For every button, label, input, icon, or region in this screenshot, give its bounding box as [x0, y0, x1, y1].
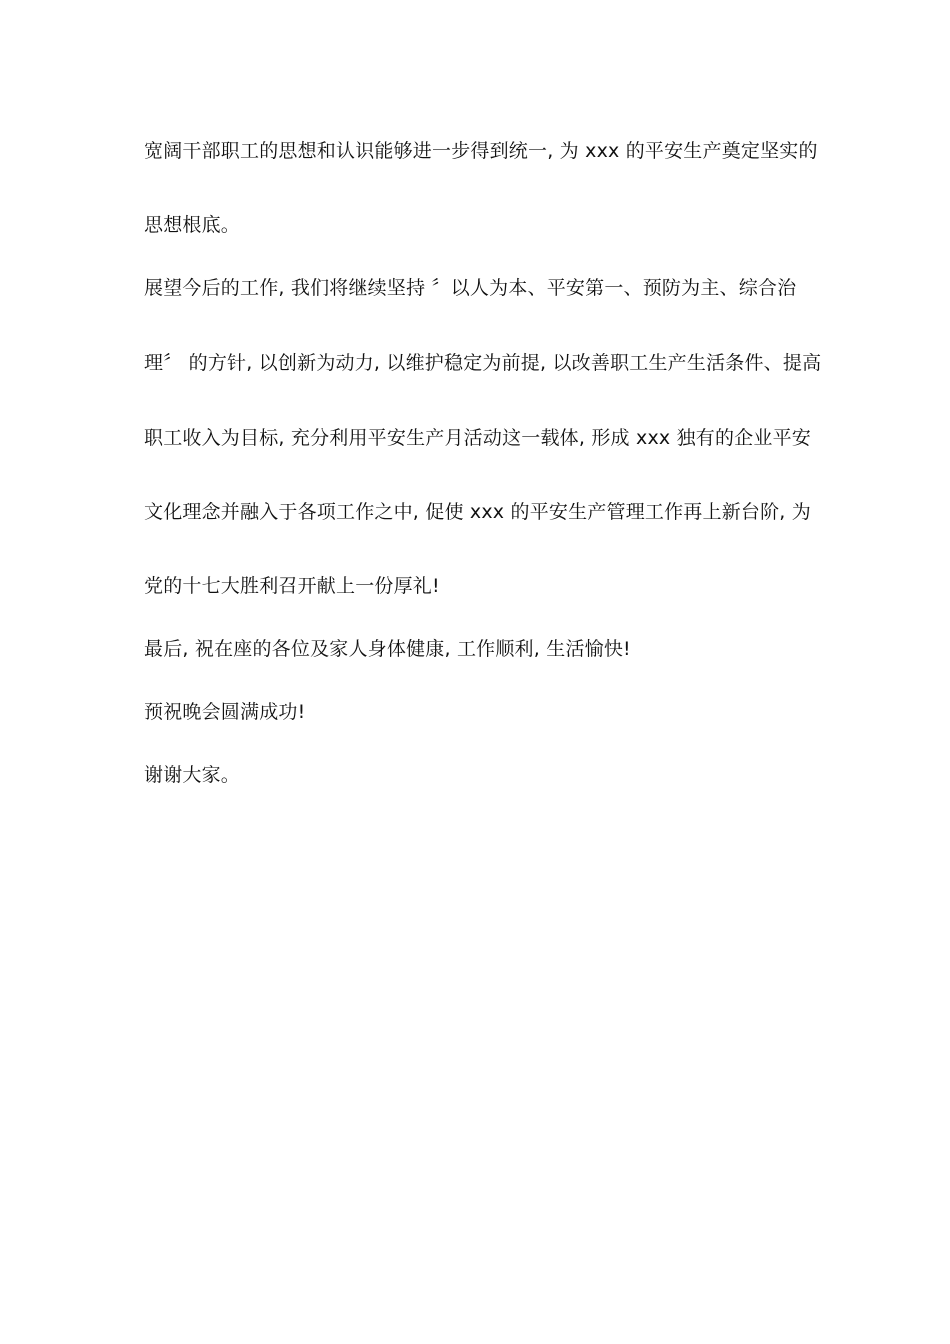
paragraph-3: 最后, 祝在座的各位及家人身体健康, 工作顺利, 生活愉快! — [144, 638, 631, 660]
paragraph-2-line-2: 理〞 的方针, 以创新为动力, 以维护稳定为前提, 以改善职工生产生活条件、提高 — [144, 352, 822, 374]
paragraph-1-line-2: 思想根底。 — [144, 214, 241, 236]
paragraph-2-line-4: 文化理念并融入于各项工作之中, 促使 xxx 的平安生产管理工作再上新台阶, 为 — [144, 501, 811, 523]
paragraph-1-line-1: 宽阔干部职工的思想和认识能够进一步得到统一, 为 xxx 的平安生产奠定坚实的 — [144, 140, 818, 162]
paragraph-2-line-5: 党的十七大胜利召开献上一份厚礼! — [144, 575, 440, 597]
paragraph-5: 谢谢大家。 — [144, 764, 241, 786]
paragraph-2-line-1: 展望今后的工作, 我们将继续坚持 〞以人为本、平安第一、预防为主、综合治 — [144, 277, 797, 299]
paragraph-4: 预祝晚会圆满成功! — [144, 701, 306, 723]
paragraph-2-line-3: 职工收入为目标, 充分利用平安生产月活动这一载体, 形成 xxx 独有的企业平安 — [144, 427, 811, 449]
